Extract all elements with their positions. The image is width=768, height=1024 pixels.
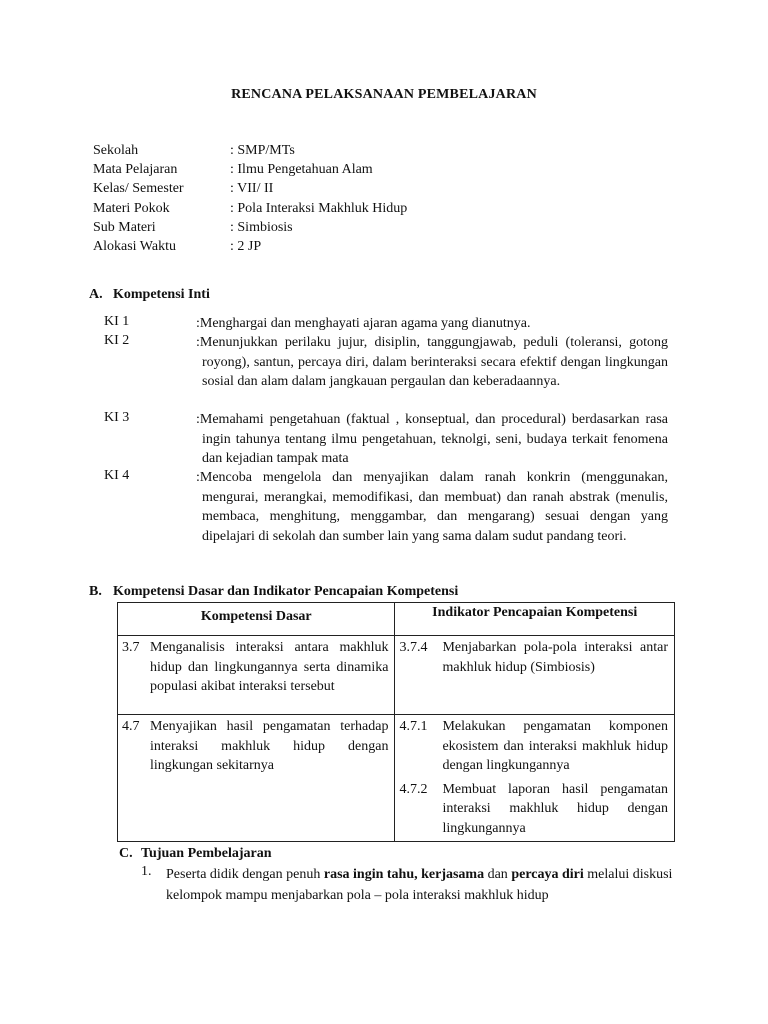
indicator-cell	[395, 636, 675, 715]
ki-text-body: :Memahami pengetahuan (faktual , konseptual, dan procedural) berdasarkan rasa ingin tahunya tentang ilmu pengetahuan, teknolgi, seni, budaya terkait fenomena dan kejadian tampak mata	[196, 412, 668, 466]
section-title: Tujuan Pembelajaran	[141, 846, 272, 861]
identity-value: : Ilmu Pengetahuan Alam	[230, 162, 373, 177]
ki-label: KI 3	[104, 410, 130, 425]
ki-text-body: :Menunjukkan perilaku jujur, disiplin, tanggungjawab, peduli (toleransi, gotong royong), santun, percaya diri, dalam berinteraksi secara efektif dengan lingkungan sosial dan alam dalam jangkauan pergaulan dan keberadaannya.	[196, 335, 668, 389]
indicator-cell	[395, 715, 675, 842]
identity-value: : Pola Interaksi Makhluk Hidup	[230, 201, 408, 216]
indicator-text: Melakukan pengamatan komponen ekosistem dan interaksi makhluk hidup dengan lingkungannya	[442, 719, 668, 773]
indicator-number: 4.7.1	[399, 719, 428, 734]
kd-text: Menyajikan hasil pengamatan terhadap interaksi makhluk hidup dengan lingkungan sekitarnya	[150, 719, 389, 773]
kd-number: 3.7	[122, 640, 140, 655]
goal-bold: percaya diri	[511, 867, 584, 882]
table-row	[118, 636, 675, 715]
identity-value: : 2 JP	[230, 239, 262, 254]
section-letter: A.	[89, 287, 103, 302]
identity-label: Mata Pelajaran	[93, 162, 178, 177]
table-row	[118, 715, 675, 842]
goal-part: Peserta didik dengan penuh	[166, 867, 324, 882]
goal-bold: rasa ingin tahu, kerjasama	[323, 867, 485, 882]
kd-number: 4.7	[122, 719, 140, 734]
identity-label: Materi Pokok	[93, 201, 170, 216]
ki-label: KI 4	[104, 468, 130, 483]
goal-part: melalui diskusi kelompok mampu menjabarkan pola – pola interaksi makhluk hidup	[166, 867, 673, 903]
identity-value: : VII/ II	[230, 181, 274, 196]
identity-label: Sekolah	[93, 143, 139, 158]
ki-text	[196, 410, 668, 469]
section-title: Kompetensi Dasar dan Indikator Pencapaian Kompetensi	[113, 584, 459, 599]
goal-part: dan	[484, 867, 512, 882]
kd-cell	[118, 636, 395, 715]
identity-label: Sub Materi	[93, 220, 156, 235]
kd-text: Menganalisis interaksi antara makhluk hidup dan lingkungannya serta dinamika populasi akibat interaksi tersebut	[150, 640, 389, 694]
identity-value: : Simbiosis	[230, 220, 293, 235]
section-title: Kompetensi Inti	[113, 287, 210, 302]
section-letter: B.	[89, 584, 102, 599]
section-a-heading	[89, 287, 210, 303]
section-c-heading	[119, 846, 272, 862]
ki-text-body: :Mencoba mengelola dan menyajikan dalam ranah konkrin (menggunakan, mengurai, merangkai, memodifikasi, dan membuat) dan ranah abstrak (menulis, membaca, menghitung, menggambar, dan mengarang) sesuai dengan yang dipelajari di sekolah dan sumber lain yang sama dalam sudut pandang teori.	[196, 470, 668, 544]
identity-value: : SMP/MTs	[230, 143, 295, 158]
identity-label: Kelas/ Semester	[93, 181, 184, 196]
ki-text	[196, 468, 668, 546]
section-letter: C.	[119, 846, 133, 861]
indicator-number: 4.7.2	[399, 781, 428, 797]
header-kompetensi-dasar: Kompetensi Dasar	[118, 603, 395, 636]
ki-text: :Menghargai dan menghayati ajaran agama yang dianutnya.	[196, 316, 531, 331]
ki-label: KI 2	[104, 333, 130, 348]
kd-cell	[118, 715, 395, 842]
indicator-number: 3.7.4	[399, 640, 428, 655]
table-header-row	[118, 603, 675, 636]
goal-text	[166, 864, 676, 906]
ki-text	[196, 333, 668, 392]
page-title: RENCANA PELAKSANAAN PEMBELAJARAN	[231, 87, 537, 102]
header-indikator: Indikator Pencapaian Kompetensi	[395, 603, 675, 636]
indicator-text: Menjabarkan pola-pola interaksi antar makhluk hidup (Simbiosis)	[442, 640, 668, 675]
indicator-text: Membuat laporan hasil pengamatan interaksi makhluk hidup dengan lingkungannya	[442, 781, 668, 836]
identity-label: Alokasi Waktu	[93, 239, 176, 254]
goal-number: 1.	[141, 864, 152, 879]
competency-table	[117, 602, 675, 842]
section-b-heading	[89, 584, 458, 600]
ki-label: KI 1	[104, 314, 130, 329]
